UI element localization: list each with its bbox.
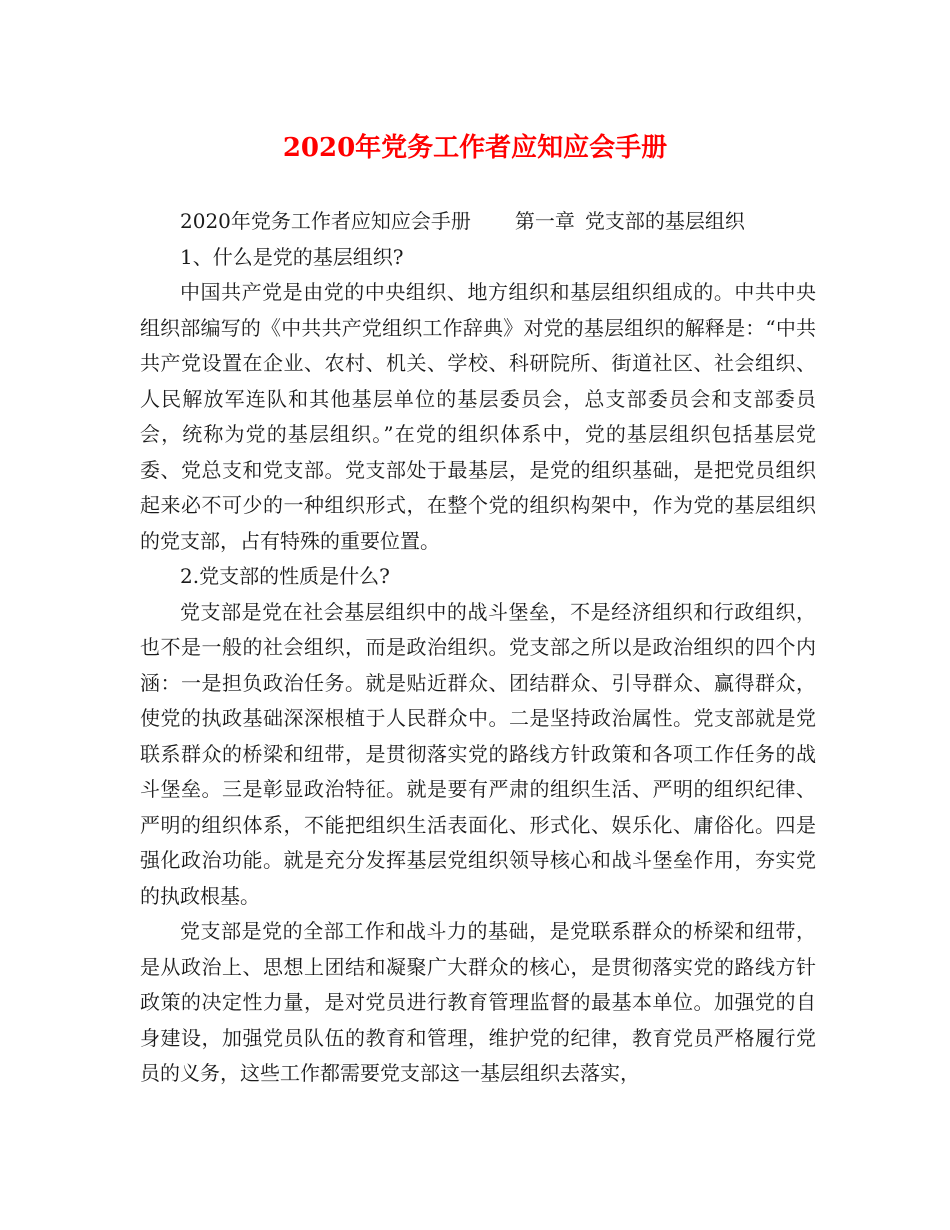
book-title: 2020年党务工作者应知应会手册 (180, 209, 471, 233)
answer-1-paragraph: 中国共产党是由党的中央组织、地方组织和基层组织组成的。中共中央组织部编写的《中共共产党组织工作辞典》对党的基层组织的解释是：“中共共产党设置在企业、农村、机关、学校、科研院所、街道社区、社会组织、人民解放军连队和其他基层单位的基层委员会，总支部委员会和支部委员会，统称为党的基层组织。”在党的组织体系中，党的基层组织包括基层党委、党总支和党支部。党支部处于最基层，是党的组织基础，是把党员组织起来必不可少的一种组织形式，在整个党的组织构架中，作为党的基层组织的党支部，占有特殊的重要位置。 (140, 280, 816, 553)
intro-line (140, 204, 816, 240)
question-2: 2.党支部的性质是什么? (180, 564, 390, 588)
answer-2-paragraph: 党支部是党在社会基层组织中的战斗堡垒，不是经济组织和行政组织，也不是一般的社会组织，而是政治组织。党支部之所以是政治组织的四个内涵：一是担负政治任务。就是贴近群众、团结群众、引导群众、赢得群众，使党的执政基础深深根植于人民群众中。二是坚持政治属性。党支部就是党联系群众的桥梁和纽带，是贯彻落实党的路线方针政策和各项工作任务的战斗堡垒。三是彰显政治特征。就是要有严肃的组织生活、严明的组织纪律、严明的组织体系，不能把组织生活表面化、形式化、娱乐化、庸俗化。四是强化政治功能。就是充分发挥基层党组织领导核心和战斗堡垒作用，夯实党的执政根基。 (140, 599, 816, 908)
chapter-title: 党支部的基层组织 (584, 209, 745, 233)
question-1: 1、什么是党的基层组织? (180, 244, 404, 269)
document-body (140, 204, 816, 1092)
chapter-number: 第一章 (514, 209, 575, 233)
document-title: 2020年党务工作者应知应会手册 (282, 133, 668, 163)
body-paragraph: 党支部是党的全部工作和战斗力的基础，是党联系群众的桥梁和纽带，是从政治上、思想上团结和凝聚广大群众的核心，是贯彻落实党的路线方针政策的决定性力量，是对党员进行教育管理监督的最基本单位。加强党的自身建设，加强党员队伍的教育和管理，维护党的纪律，教育党员严格履行党员的义务，这些工作都需要党支部这一基层组织去落实， (140, 919, 816, 1085)
